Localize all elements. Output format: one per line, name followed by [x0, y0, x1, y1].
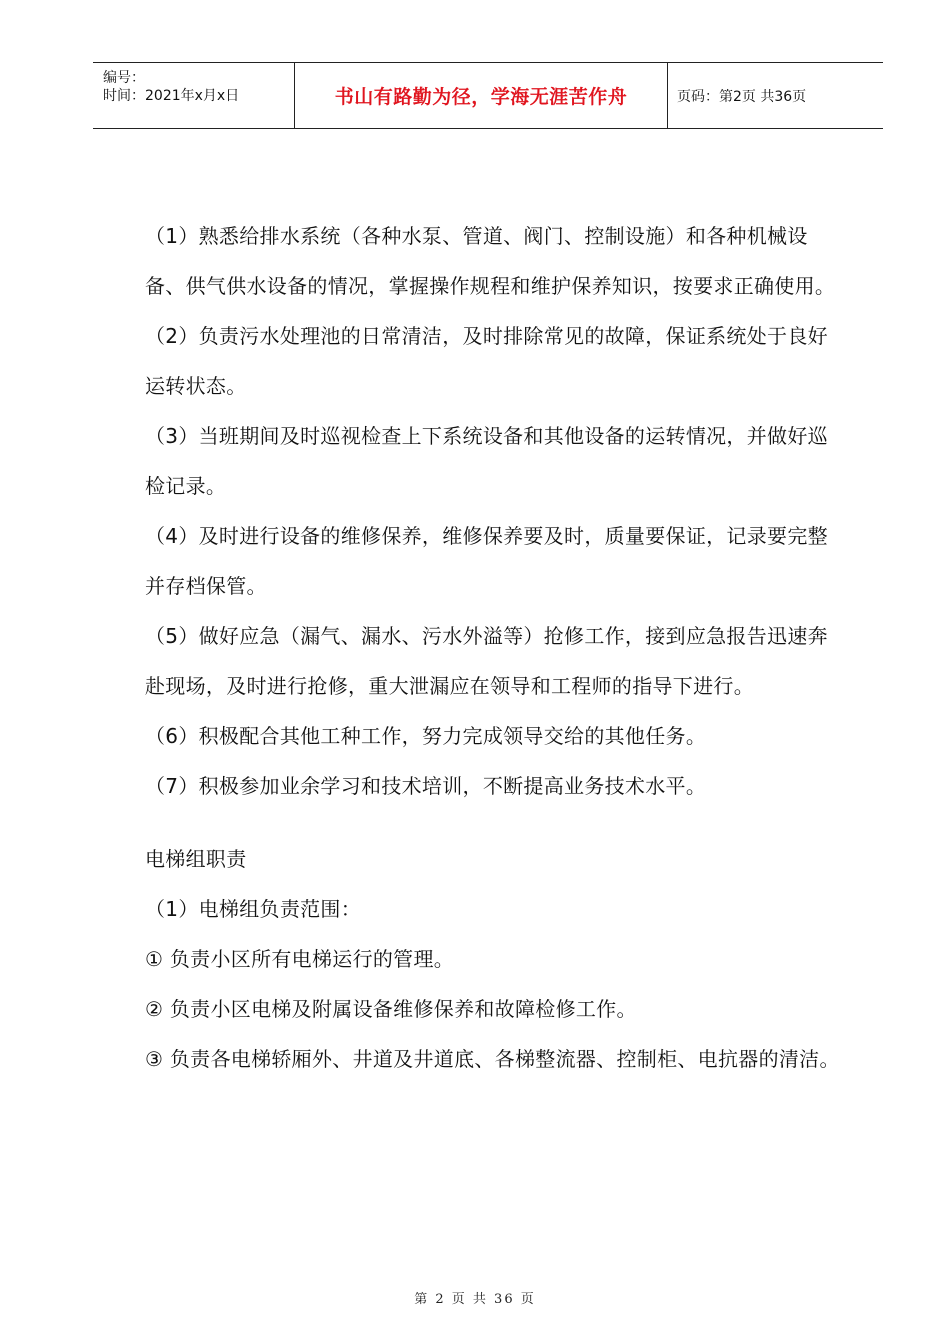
header-motto: 书山有路勤为径，学海无涯苦作舟 [295, 63, 668, 128]
document-body [145, 211, 845, 1084]
header-meta-cell [93, 63, 295, 128]
section-item-1: （1）电梯组负责范围： [145, 897, 362, 921]
paragraph-6: （6）积极配合其他工种工作，努力完成领导交给的其他任务。 [145, 724, 707, 748]
header-page-info: 页码：第2页 共36页 [677, 88, 807, 105]
page-header [93, 62, 883, 129]
paragraph-7: （7）积极参加业余学习和技术培训，不断提高业务技术水平。 [145, 774, 707, 798]
page-footer: 第 2 页 共 36 页 [414, 1292, 536, 1307]
section-item-2: ① 负责小区所有电梯运行的管理。 [145, 947, 455, 971]
serial-number-label: 编号： [103, 70, 145, 86]
section-title-elevator: 电梯组职责 [145, 847, 247, 871]
section-item-4: ③ 负责各电梯轿厢外、井道及井道底、各梯整流器、控制柜、电抗器的清洁。 [145, 1047, 840, 1071]
paragraph-5: （5）做好应急（漏气、漏水、污水外溢等）抢修工作，接到应急报告迅速奔赴现场，及时进行抢修，重大泄漏应在领导和工程师的指导下进行。 [145, 624, 828, 698]
paragraph-4: （4）及时进行设备的维修保养，维修保养要及时，质量要保证，记录要完整并存档保管。 [145, 524, 828, 598]
section-item-3: ② 负责小区电梯及附属设备维修保养和故障检修工作。 [145, 997, 637, 1021]
paragraph-1: （1）熟悉给排水系统（各种水泵、管道、阀门、控制设施）和各种机械设备、供气供水设备的情况，掌握操作规程和维护保养知识，按要求正确使用。 [145, 224, 836, 298]
paragraph-2: （2）负责污水处理池的日常清洁，及时排除常见的故障，保证系统处于良好运转状态。 [145, 324, 828, 398]
paragraph-3: （3）当班期间及时巡视检查上下系统设备和其他设备的运转情况，并做好巡检记录。 [145, 424, 828, 498]
time-label: 时间：2021年x月x日 [103, 88, 240, 104]
